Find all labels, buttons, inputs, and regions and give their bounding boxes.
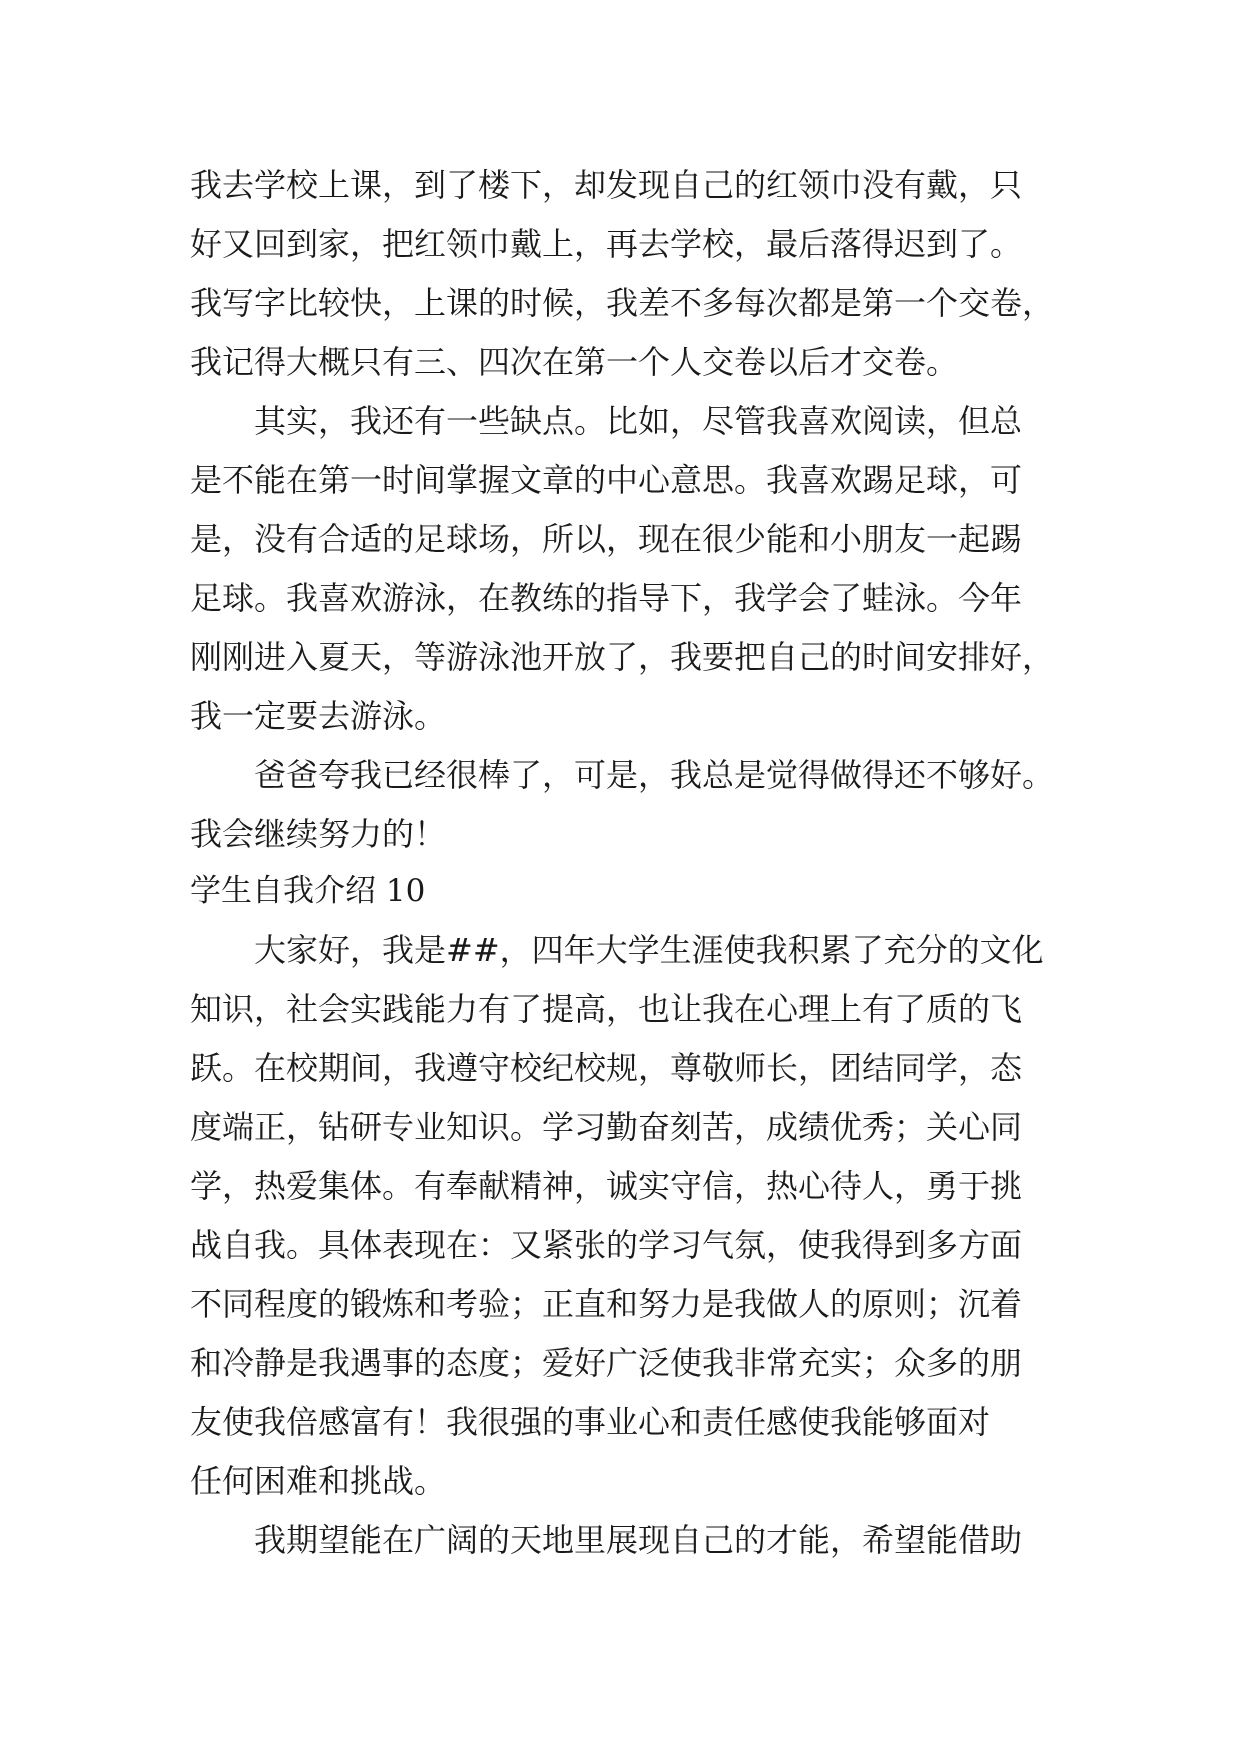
text-line: 和冷静是我遇事的态度；爱好广泛使我非常充实；众多的朋	[190, 1344, 1023, 1382]
text-line: 是不能在第一时间掌握文章的中心意思。我喜欢踢足球，可	[190, 461, 1023, 499]
text-line: 学，热爱集体。有奉献精神，诚实守信，热心待人，勇于挑	[190, 1167, 1023, 1205]
text-line: 度端正，钻研专业知识。学习勤奋刻苦，成绩优秀；关心同	[190, 1108, 1023, 1146]
text-line: 跃。在校期间，我遵守校纪校规，尊敬师长，团结同学，态	[190, 1049, 1023, 1087]
text-line: 是，没有合适的足球场，所以，现在很少能和小朋友一起踢	[190, 520, 1023, 558]
text-line: 友使我倍感富有！我很强的事业心和责任感使我能够面对	[190, 1403, 991, 1441]
text-line: 我期望能在广阔的天地里展现自己的才能，希望能借助	[254, 1521, 1023, 1559]
text-line: 我记得大概只有三、四次在第一个人交卷以后才交卷。	[190, 343, 959, 381]
text-line: 我去学校上课，到了楼下，却发现自己的红领巾没有戴，只	[190, 166, 1023, 204]
text-line: 我写字比较快，上课的时候，我差不多每次都是第一个交卷，	[190, 284, 1055, 322]
text-line: 大家好，我是##，四年大学生涯使我积累了充分的文化	[254, 931, 1044, 969]
text-line: 足球。我喜欢游泳，在教练的指导下，我学会了蛙泳。今年	[190, 579, 1023, 617]
text-line: 刚刚进入夏天，等游泳池开放了，我要把自己的时间安排好，	[190, 638, 1055, 676]
section-heading: 学生自我介绍 10	[190, 873, 426, 909]
text-line: 战自我。具体表现在：又紧张的学习气氛，使我得到多方面	[190, 1226, 1023, 1264]
text-line: 不同程度的锻炼和考验；正直和努力是我做人的原则；沉着	[190, 1285, 1023, 1323]
text-line: 我一定要去游泳。	[190, 697, 447, 735]
text-line: 任何困难和挑战。	[190, 1462, 447, 1500]
text-line: 知识，社会实践能力有了提高，也让我在心理上有了质的飞	[190, 990, 1023, 1028]
text-line: 其实，我还有一些缺点。比如，尽管我喜欢阅读，但总	[254, 402, 1023, 440]
text-line: 好又回到家，把红领巾戴上，再去学校，最后落得迟到了。	[190, 225, 1023, 263]
text-line: 爸爸夸我已经很棒了，可是，我总是觉得做得还不够好。	[254, 756, 1055, 794]
text-line: 我会继续努力的！	[190, 815, 447, 853]
